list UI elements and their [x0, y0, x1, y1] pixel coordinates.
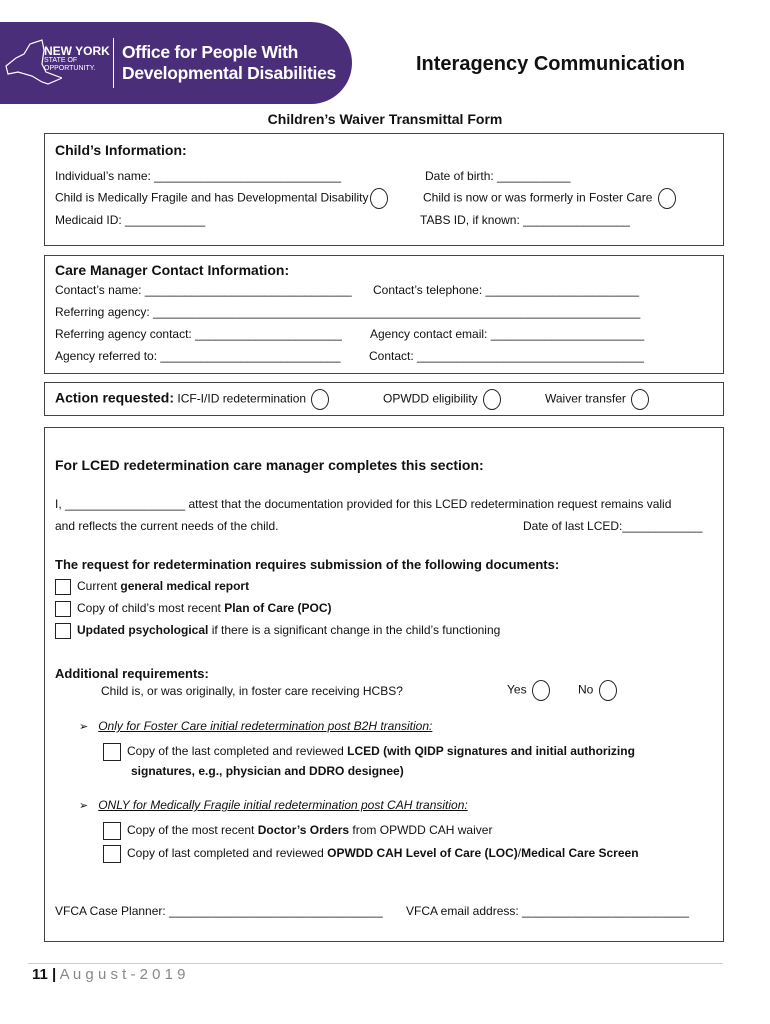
- doc-item[interactable]: [55, 623, 500, 639]
- checkbox[interactable]: [55, 579, 71, 595]
- foster-subheading: Only for Foster Care initial redetermination post B2H transition:: [98, 719, 433, 733]
- contact-name-field[interactable]: Contact’s name: _______________________________: [55, 283, 352, 297]
- no-label: No: [578, 682, 594, 697]
- tabs-id-field[interactable]: TABS ID, if known: ________________: [420, 213, 630, 227]
- yes-label: Yes: [507, 682, 527, 697]
- waiver-transfer-label: Waiver transfer: [545, 391, 626, 406]
- checkbox[interactable]: [103, 822, 121, 840]
- mf-item-text: /: [517, 846, 522, 861]
- arrow-bullet-icon: ➢: [79, 800, 89, 812]
- footer-date: A u g u s t - 2 0 1 9: [59, 966, 186, 983]
- waiver-transfer-radio[interactable]: [631, 389, 649, 410]
- foster-label: Child is now or was formerly in Foster Care: [423, 190, 653, 205]
- section-heading: Child’s Information:: [55, 142, 187, 158]
- icf-radio[interactable]: [311, 389, 329, 410]
- doc-item[interactable]: [55, 579, 249, 595]
- contact-field[interactable]: Contact: __________________________________: [369, 349, 644, 363]
- page-number: 11: [32, 966, 48, 983]
- foster-radio[interactable]: [658, 188, 676, 209]
- medicaid-id-field[interactable]: Medicaid ID: ____________: [55, 213, 206, 227]
- mf-subheading: ONLY for Medically Fragile initial redetermination post CAH transition:: [98, 798, 468, 812]
- checkbox[interactable]: [55, 601, 71, 617]
- foster-item-bold-2: signatures, e.g., physician and DDRO designee): [131, 764, 404, 778]
- section-heading: Care Manager Contact Information:: [55, 262, 290, 278]
- attest-field[interactable]: I, __________________ attest that the documentation provided for this LCED redetermination request remains valid: [55, 497, 672, 511]
- no-radio[interactable]: [599, 680, 617, 701]
- org-name: [122, 42, 336, 84]
- logo-divider: [113, 38, 114, 88]
- dob-field[interactable]: Date of birth: ___________: [425, 169, 571, 183]
- doc-text-bold: general medical report: [120, 579, 250, 594]
- foster-hcbs-question: Child is, or was originally, in foster care receiving HCBS?: [101, 684, 403, 698]
- doc-text: Current: [77, 579, 121, 594]
- doc-text-bold: Plan of Care (POC): [224, 601, 332, 616]
- eligibility-option-label: OPWDD eligibility: [383, 391, 478, 406]
- referring-contact-field[interactable]: Referring agency contact: ______________________: [55, 327, 342, 341]
- action-label: Action requested:: [55, 389, 175, 406]
- date-last-lced-field[interactable]: Date of last LCED:____________: [523, 519, 703, 533]
- doc-text: Copy of child’s most recent: [77, 601, 225, 616]
- docs-heading: The request for redetermination requires submission of the following documents:: [55, 557, 560, 572]
- agency-referred-field[interactable]: Agency referred to: ___________________________: [55, 349, 341, 363]
- checkbox[interactable]: [103, 743, 121, 761]
- org-line2: Developmental Disabilities: [122, 63, 336, 83]
- footer-divider: [28, 963, 723, 964]
- page-title: Interagency Communication: [416, 53, 685, 75]
- form-title: Children’s Waiver Transmittal Form: [267, 111, 503, 127]
- mf-item-bold: OPWDD CAH Level of Care (LOC): [327, 846, 518, 861]
- referring-agency-field[interactable]: Referring agency: _________________________________________________________________________: [55, 305, 641, 319]
- doc-text: if there is a significant change in the child’s functioning: [208, 623, 501, 638]
- footer: [32, 966, 186, 983]
- action-section: [44, 382, 724, 416]
- mf-item-text: Copy of the most recent: [127, 823, 258, 838]
- care-manager-section: [44, 255, 724, 374]
- fragile-radio[interactable]: [370, 188, 388, 209]
- arrow-bullet-icon: ➢: [79, 721, 89, 733]
- section-heading: For LCED redetermination care manager completes this section:: [55, 457, 484, 473]
- individual-name-field[interactable]: Individual’s name: ____________________________: [55, 169, 342, 183]
- foster-item-bold: LCED (with QIDP signatures and initial authorizing: [347, 744, 635, 759]
- ny-state-logo: [44, 46, 110, 73]
- logo-sub2: OPPORTUNITY.: [44, 65, 96, 72]
- child-info-section: [44, 133, 724, 246]
- mf-item-bold: Medical Care Screen: [521, 846, 639, 861]
- logo-sub1: STATE OF: [44, 57, 78, 64]
- lced-section: [44, 427, 724, 942]
- doc-text-bold: Updated psychological: [77, 623, 209, 638]
- agency-email-field[interactable]: Agency contact email: _______________________: [370, 327, 645, 341]
- mf-item-text: from OPWDD CAH waiver: [349, 823, 493, 838]
- eligibility-radio[interactable]: [483, 389, 501, 410]
- mf-item-text: Copy of last completed and reviewed: [127, 846, 328, 861]
- checkbox[interactable]: [103, 845, 121, 863]
- mf-item-bold: Doctor’s Orders: [257, 823, 350, 838]
- opwdd-logo-banner: [0, 22, 352, 104]
- vfca-email-field[interactable]: VFCA email address: _________________________: [406, 904, 689, 918]
- vfca-planner-field[interactable]: VFCA Case Planner: ________________________________: [55, 904, 383, 918]
- fragile-label: Child is Medically Fragile and has Developmental Disability: [55, 190, 369, 205]
- contact-phone-field[interactable]: Contact’s telephone: _______________________: [373, 283, 640, 297]
- yes-radio[interactable]: [532, 680, 550, 701]
- logo-state: NEW YORK: [44, 44, 110, 58]
- additional-heading: Additional requirements:: [55, 666, 209, 681]
- foster-item-text: Copy of the last completed and reviewed: [127, 744, 348, 759]
- footer-separator: |: [52, 966, 57, 983]
- doc-item[interactable]: [55, 601, 332, 617]
- icf-option-label: ICF-I/ID redetermination: [177, 391, 307, 406]
- checkbox[interactable]: [55, 623, 71, 639]
- org-line1: Office for People With: [122, 42, 299, 62]
- attest-text: and reflects the current needs of the child.: [55, 519, 279, 533]
